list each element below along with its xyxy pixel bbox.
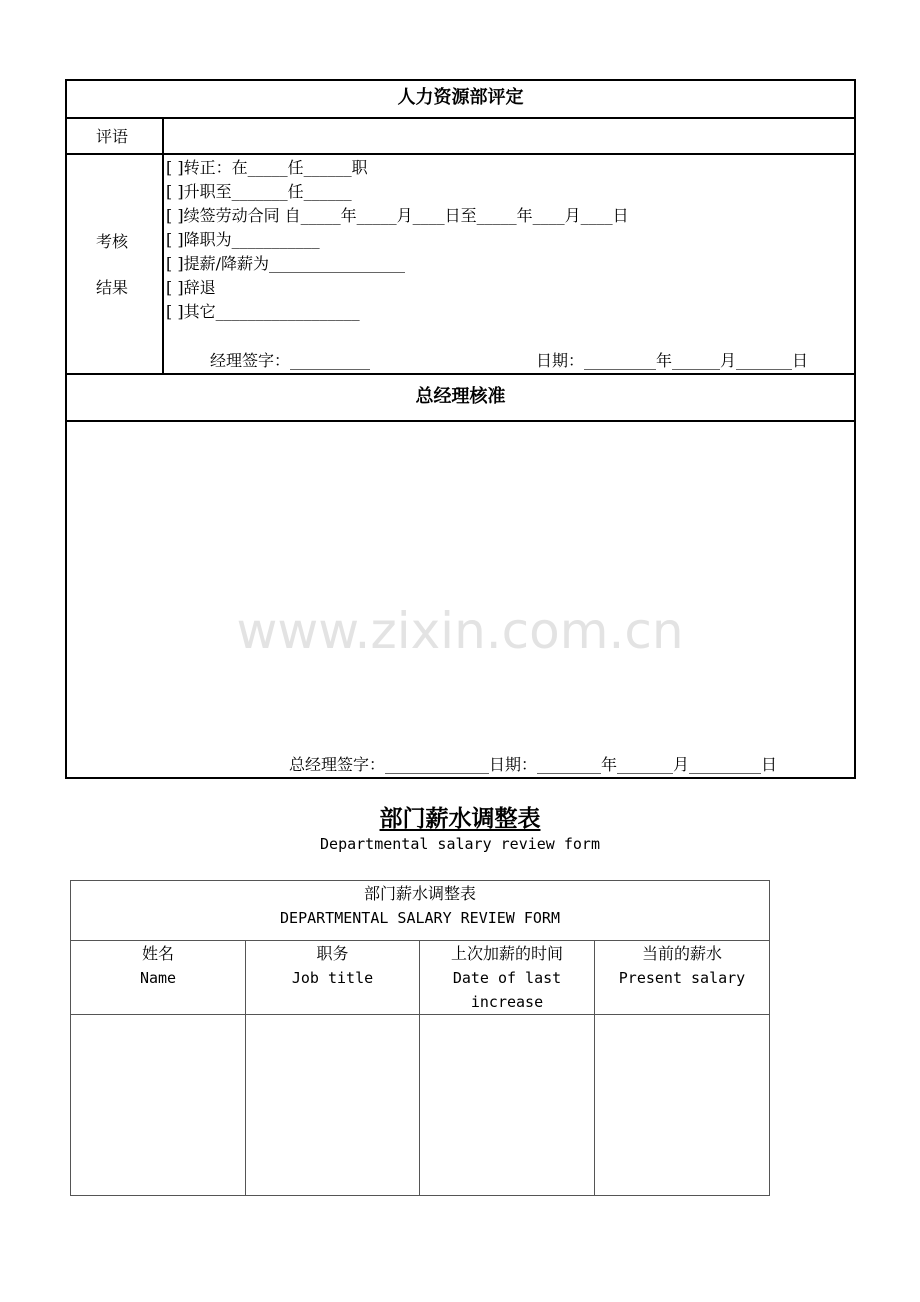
- table-title-en: DEPARTMENTAL SALARY REVIEW FORM: [280, 909, 560, 927]
- column-header-date-en: Date of last increase: [452, 969, 562, 1011]
- table-column-divider: [162, 117, 164, 375]
- table-border-bottom: [70, 1195, 770, 1196]
- column-header-salary-cn: 当前的薪水: [641, 944, 722, 963]
- gm-signature-line[interactable]: 总经理签字：_____________日期：________年_______月_________日: [289, 755, 778, 774]
- job-title-input-cell[interactable]: [246, 1015, 419, 1195]
- gm-section-title: 总经理核准: [415, 386, 506, 407]
- option-dismissal[interactable]: [ ]辞退: [166, 278, 216, 297]
- salary-form-subtitle: Departmental salary review form: [320, 835, 600, 853]
- option-salary-change[interactable]: [ ]提薪/降薪为_________________: [166, 254, 405, 273]
- table-border-right: [854, 79, 856, 779]
- option-demotion[interactable]: [ ]降职为___________: [166, 230, 320, 249]
- manager-signature-line[interactable]: 经理签字：__________: [210, 351, 371, 370]
- present-salary-input-cell[interactable]: [595, 1015, 769, 1195]
- comment-field[interactable]: [164, 119, 854, 153]
- table-border-top: [65, 79, 856, 81]
- table-divider: [70, 940, 770, 941]
- column-header-job-en: Job title: [291, 969, 374, 987]
- option-other[interactable]: [ ]其它__________________: [166, 302, 360, 321]
- option-promotion[interactable]: [ ]升职至_______任______: [166, 182, 352, 201]
- column-header-salary-en: Present salary: [618, 969, 746, 987]
- result-label-line2: 结果: [96, 278, 129, 297]
- option-confirmation[interactable]: [ ]转正：在_____任______职: [166, 158, 368, 177]
- table-divider: [65, 153, 856, 155]
- last-increase-input-cell[interactable]: [420, 1015, 594, 1195]
- name-input-cell[interactable]: [71, 1015, 245, 1195]
- table-title-cn: 部门薪水调整表: [363, 884, 476, 903]
- table-border-bottom: [65, 777, 856, 779]
- salary-form-title: [0, 800, 920, 833]
- hr-section-title: 人力资源部评定: [397, 87, 524, 108]
- column-header-name-en: Name: [139, 969, 177, 987]
- table-border-top: [70, 880, 770, 881]
- column-header-date-cn: 上次加薪的时间: [450, 944, 563, 963]
- column-header-job-cn: 职务: [316, 944, 349, 963]
- column-header-name-cn: 姓名: [141, 944, 174, 963]
- gm-approval-area[interactable]: [67, 422, 854, 752]
- option-contract-renewal[interactable]: [ ]续签劳动合同 自_____年_____月____日至_____年____月____日: [166, 206, 629, 225]
- table-divider: [65, 373, 856, 375]
- comment-label: 评语: [96, 127, 129, 146]
- salary-form-title-text: 部门薪水调整表: [379, 806, 541, 832]
- watermark: www.zixin.com.cn: [236, 602, 684, 660]
- result-label-line1: 考核: [96, 232, 129, 251]
- hr-date-line[interactable]: 日期：_________年______月_______日: [536, 351, 809, 370]
